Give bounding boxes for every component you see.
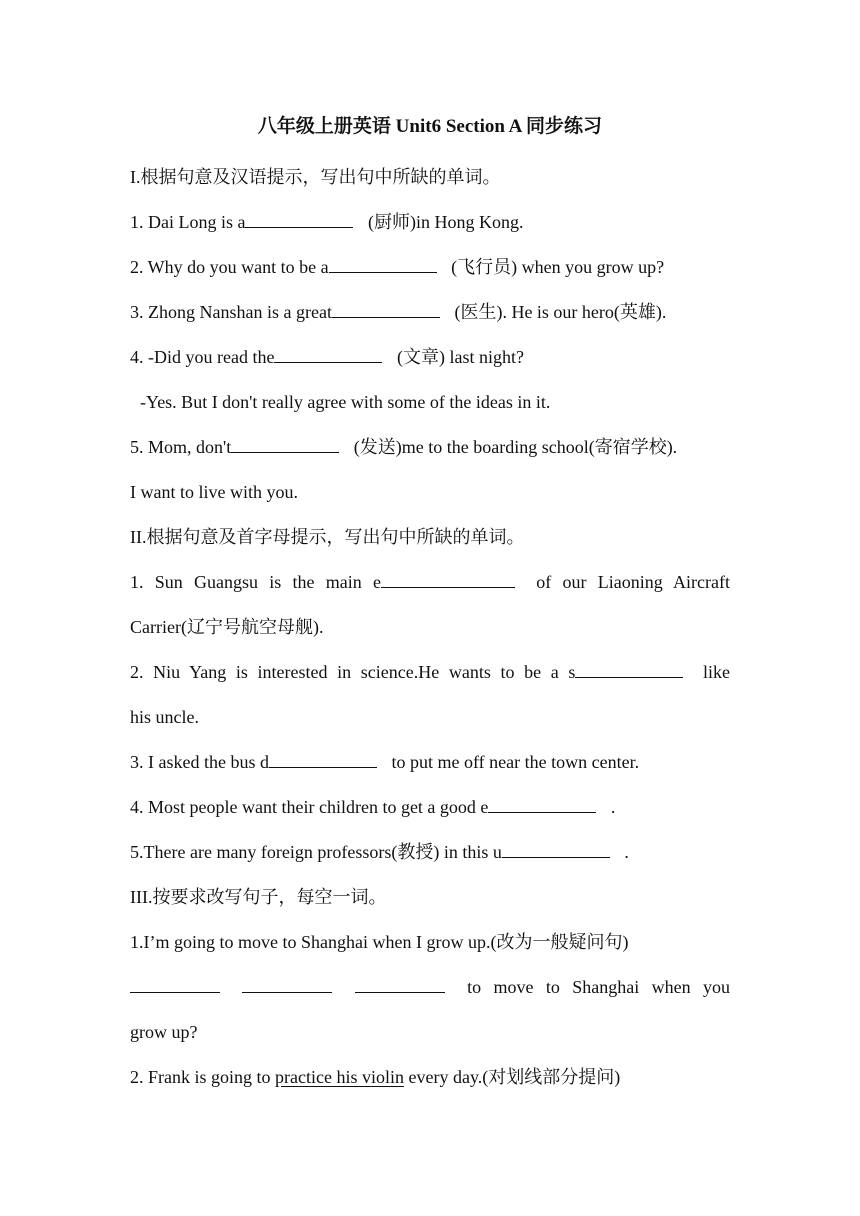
s1-q4-text-a: 4. -Did you read the — [130, 347, 275, 367]
s1-question-2 — [130, 245, 730, 290]
s1-q4-text-b: (文章) last night? — [392, 347, 524, 367]
s2-question-1 — [130, 560, 730, 605]
s2-q5-text-a: 5.There are many foreign professors(教授) in this u — [130, 842, 502, 862]
s3-q1-blank-3[interactable] — [355, 974, 445, 993]
s1-q5-continuation: I want to live with you. — [130, 482, 298, 502]
s1-question-1 — [130, 200, 730, 245]
section3-heading: III.按要求改写句子，每空一词。 — [130, 887, 387, 907]
s2-q3-text-b: to put me off near the town center. — [386, 752, 640, 772]
s1-q2-text-a: 2. Why do you want to be a — [130, 257, 329, 277]
s2-q5-text-b: . — [619, 842, 629, 862]
s3-q2-text-a: 2. Frank is going to — [130, 1067, 276, 1087]
s1-q3-answer-blank[interactable] — [332, 299, 440, 318]
s3-q2-underlined-phrase: practice his violin — [275, 1067, 404, 1087]
s1-q5-text-b: (发送)me to the boarding school(寄宿学校). — [349, 437, 678, 457]
s2-question-4 — [130, 785, 730, 830]
s2-q4-text-a: 4. Most people want their children to get a good e — [130, 797, 489, 817]
s3-q2-text-b: every day.(对划线部分提问) — [403, 1067, 621, 1087]
section2-heading: II.根据句意及首字母提示，写出句中所缺的单词。 — [130, 527, 525, 547]
s3-q1-blanks-line — [130, 965, 730, 1010]
s3-q1-blank-1[interactable] — [130, 974, 220, 993]
s2-q5-answer-blank[interactable] — [502, 839, 610, 858]
s2-q3-answer-blank[interactable] — [269, 749, 377, 768]
s1-q4-answer-blank[interactable] — [274, 344, 382, 363]
s2-q1-text-a: 1. Sun Guangsu is the main e — [130, 572, 382, 592]
s2-q1-text-b: of our Liaoning Aircraft — [536, 572, 731, 592]
s3-q1-text-b: to move to Shanghai when you — [467, 977, 731, 997]
s3-q1-blank-2[interactable] — [242, 974, 332, 993]
s1-q2-answer-blank[interactable] — [329, 254, 437, 273]
s1-question-4 — [130, 335, 730, 380]
s1-question-5 — [130, 425, 730, 470]
s1-q1-text-a: 1. Dai Long is a — [130, 212, 246, 232]
s2-q2-text-a: 2. Niu Yang is interested in science.He wants to be a s — [130, 662, 576, 682]
s1-q5-text-a: 5. Mom, don't — [130, 437, 232, 457]
s3-question-2 — [130, 1055, 730, 1100]
s1-q1-answer-blank[interactable] — [245, 209, 353, 228]
s2-q2-text-b: like — [703, 662, 730, 682]
s1-q5-answer-blank[interactable] — [231, 434, 339, 453]
page-title: 八年级上册英语 Unit6 Section A 同步练习 — [257, 116, 603, 137]
s2-question-2 — [130, 650, 730, 695]
worksheet-page — [130, 110, 730, 1100]
s2-question-3 — [130, 740, 730, 785]
s1-q1-text-b: (厨师)in Hong Kong. — [363, 212, 524, 232]
s1-q2-text-b: (飞行员) when you grow up? — [446, 257, 665, 277]
s1-question-3 — [130, 290, 730, 335]
s1-q3-text-a: 3. Zhong Nanshan is a great — [130, 302, 332, 322]
s2-q4-text-b: . — [606, 797, 616, 817]
s2-q4-answer-blank[interactable] — [488, 794, 596, 813]
s3-question-1: 1.I’m going to move to Shanghai when I grow up.(改为一般疑问句) — [130, 932, 629, 952]
s2-q1-answer-blank[interactable] — [381, 569, 515, 588]
s2-question-5 — [130, 830, 730, 875]
s1-q3-text-b: (医生). He is our hero(英雄). — [449, 302, 667, 322]
s2-q1-continuation: Carrier(辽宁号航空母舰). — [130, 617, 324, 637]
s2-q3-text-a: 3. I asked the bus d — [130, 752, 269, 772]
s3-q1-continuation: grow up? — [130, 1022, 198, 1042]
s2-q2-continuation: his uncle. — [130, 707, 199, 727]
section1-heading: I.根据句意及汉语提示，写出句中所缺的单词。 — [130, 167, 501, 187]
s2-q2-answer-blank[interactable] — [575, 659, 683, 678]
s1-q4-reply: -Yes. But I don't really agree with some of the ideas in it. — [140, 392, 551, 412]
